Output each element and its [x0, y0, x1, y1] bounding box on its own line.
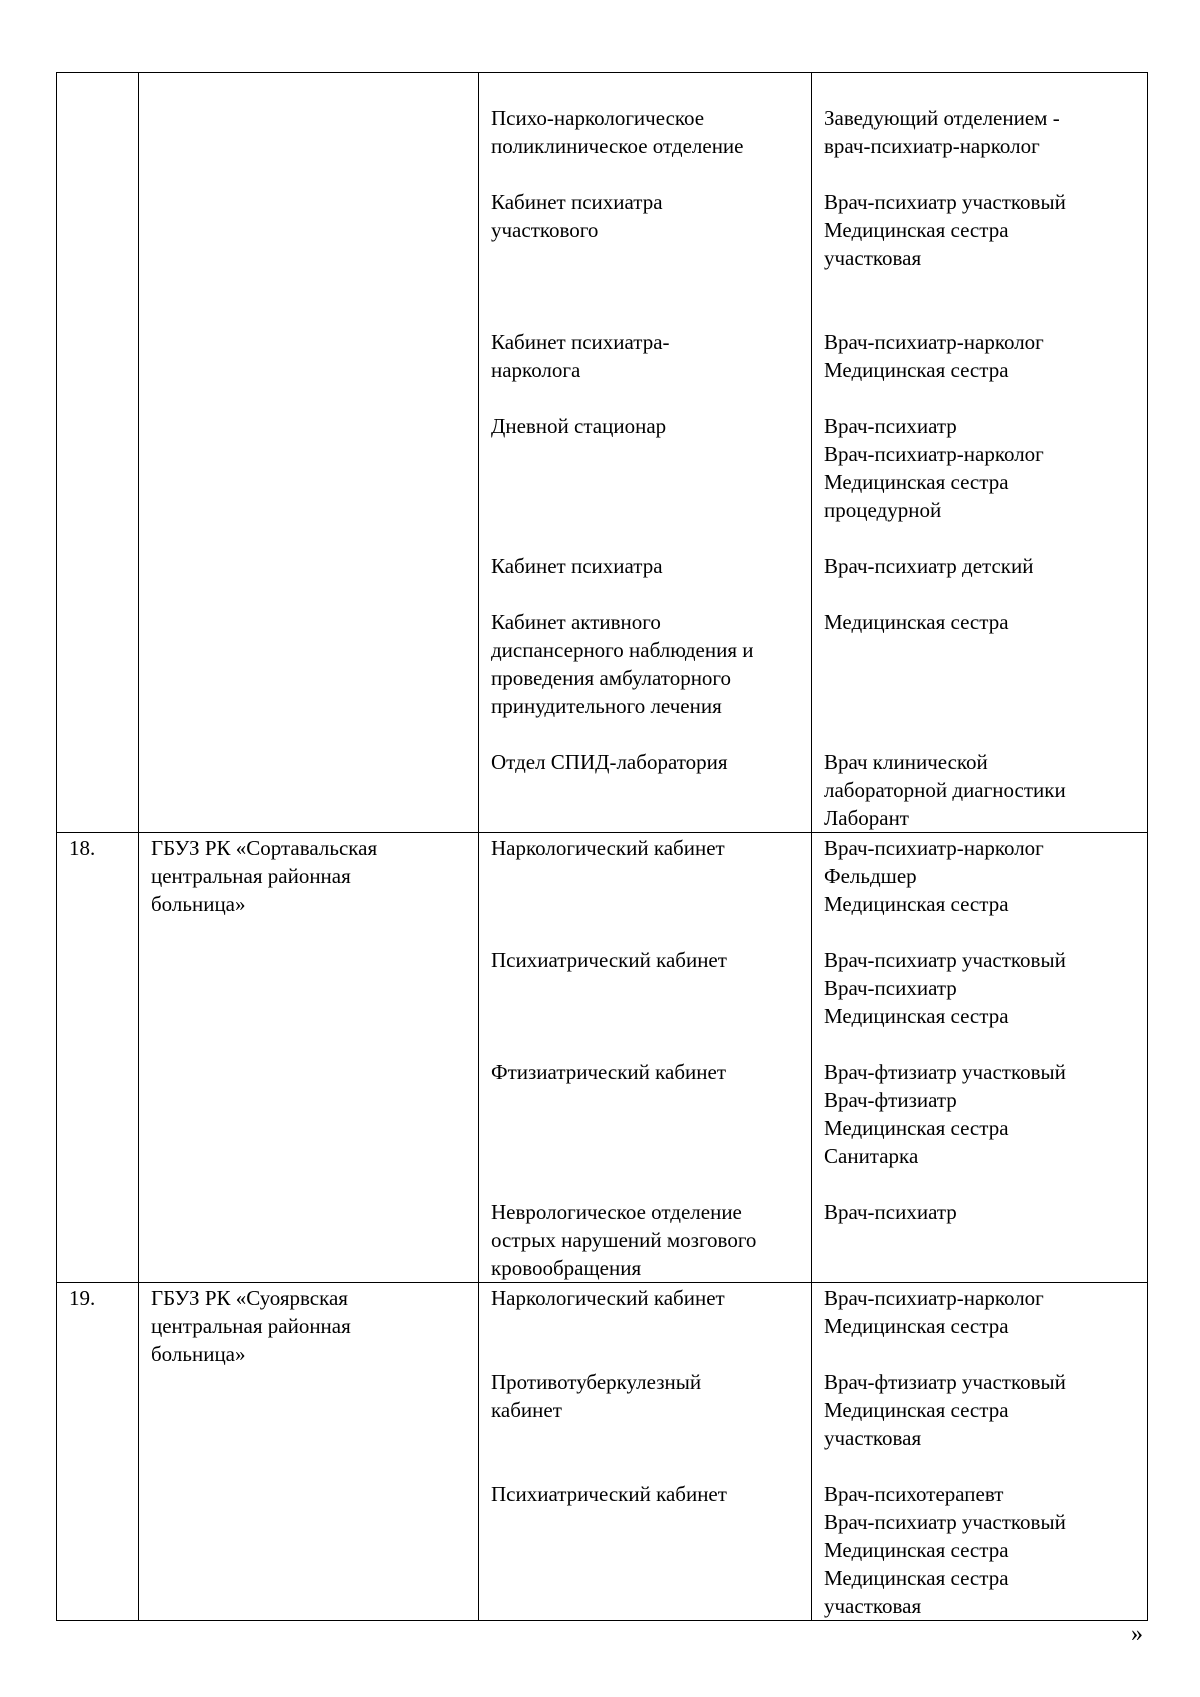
text-line: Психиатрический кабинет	[491, 1482, 727, 1506]
text-line: Наркологический кабинет	[491, 1286, 725, 1310]
text-line: Психиатрический кабинет	[491, 948, 727, 972]
text-line: участковая	[824, 246, 922, 270]
text-line: Врач-психиатр-нарколог	[824, 836, 1044, 860]
text-line: Медицинская сестра	[824, 610, 1009, 634]
staff-entry	[824, 1368, 1139, 1480]
staff-entry	[824, 552, 1139, 608]
department-entry	[491, 104, 803, 188]
text-line: участковая	[824, 1594, 922, 1618]
text-line: Врач клинической	[824, 750, 988, 774]
text-line: острых нарушений мозгового	[491, 1228, 757, 1252]
text-line: проведения амбулаторного	[491, 666, 732, 690]
department-entry	[491, 1368, 803, 1480]
text-line: Медицинская сестра	[824, 1004, 1009, 1028]
staff-entry	[824, 608, 1139, 748]
text-line: участковая	[824, 1426, 922, 1450]
staff-cell	[812, 73, 1148, 833]
text-line: ГБУЗ РК «Сортавальская	[151, 836, 378, 860]
text-line: Врач-психиатр детский	[824, 554, 1034, 578]
department-entry	[491, 1198, 803, 1282]
text-line: Фельдшер	[824, 864, 917, 888]
text-line: Кабинет психиатра	[491, 554, 663, 578]
text-line: диспансерного наблюдения и	[491, 638, 754, 662]
text-line: Медицинская сестра	[824, 1116, 1009, 1140]
text-line: процедурной	[824, 498, 942, 522]
text-line: лабораторной диагностики	[824, 778, 1066, 802]
text-line: врач-психиатр-нарколог	[824, 134, 1040, 158]
text-line: участкового	[491, 218, 599, 242]
department-entry	[491, 1058, 803, 1198]
text-line: Врач-психиатр	[824, 1200, 957, 1224]
staff-entry	[824, 1058, 1139, 1198]
text-line: Наркологический кабинет	[491, 836, 725, 860]
department-entry	[491, 328, 803, 412]
staff-entry	[824, 946, 1139, 1058]
row-number-cell	[57, 1283, 139, 1621]
text-line: Врач-психиатр-нарколог	[824, 1286, 1044, 1310]
text-line: Противотуберкулезный	[491, 1370, 702, 1394]
staff-table	[56, 72, 1148, 1621]
text-line: центральная районная	[151, 1314, 351, 1338]
text-line: Врач-психиатр участковый	[824, 948, 1066, 972]
text-line: Врач-психиатр	[824, 976, 957, 1000]
department-entry	[491, 946, 803, 1058]
staff-entry	[824, 1198, 1139, 1282]
department-entry	[491, 834, 803, 946]
text-line: кабинет	[491, 1398, 562, 1422]
text-line: Медицинская сестра	[824, 1566, 1009, 1590]
staff-entry	[824, 748, 1139, 832]
organization-cell	[139, 1283, 479, 1621]
text-line: больница»	[151, 1342, 246, 1366]
text-line: Врач-психиатр	[824, 414, 957, 438]
text-line: Кабинет психиатра-	[491, 330, 670, 354]
text-line: Санитарка	[824, 1144, 919, 1168]
table-row	[57, 1283, 1148, 1621]
text-line: Врач-фтизиатр участковый	[824, 1370, 1066, 1394]
staff-entry	[824, 412, 1139, 552]
text-line: Отдел СПИД-лаборатория	[491, 750, 728, 774]
department-cell	[479, 73, 812, 833]
text-line: Кабинет психиатра	[491, 190, 663, 214]
table-row	[57, 73, 1148, 833]
text-line: Медицинская сестра	[824, 218, 1009, 242]
text-line: Неврологическое отделение	[491, 1200, 742, 1224]
text-line: поликлиническое отделение	[491, 134, 744, 158]
text-line: Медицинская сестра	[824, 358, 1009, 382]
text-line: Врач-психиатр-нарколог	[824, 442, 1044, 466]
text-line: кровообращения	[491, 1256, 642, 1280]
row-number: 19.	[69, 1286, 96, 1310]
text-line: Врач-психиатр участковый	[824, 190, 1066, 214]
department-cell	[479, 1283, 812, 1621]
text-line: Медицинская сестра	[824, 1314, 1009, 1338]
text-line: Медицинская сестра	[824, 1398, 1009, 1422]
staff-entry	[824, 188, 1139, 328]
organization-cell	[139, 73, 479, 833]
department-entry	[491, 188, 803, 328]
department-entry	[491, 748, 803, 832]
row-number-cell	[57, 833, 139, 1283]
text-line: нарколога	[491, 358, 581, 382]
table-body	[57, 73, 1148, 1621]
text-line: принудительного лечения	[491, 694, 722, 718]
text-line: Лаборант	[824, 806, 909, 830]
staff-entry	[824, 104, 1139, 188]
staff-cell	[812, 1283, 1148, 1621]
staff-entry	[824, 328, 1139, 412]
staff-cell	[812, 833, 1148, 1283]
organization-cell	[139, 833, 479, 1283]
department-cell	[479, 833, 812, 1283]
closing-quote-mark: »	[1131, 1621, 1143, 1647]
staff-entry	[824, 1284, 1139, 1368]
text-line: центральная районная	[151, 864, 351, 888]
text-line: Врач-психиатр-нарколог	[824, 330, 1044, 354]
text-line: Врач-психотерапевт	[824, 1482, 1004, 1506]
text-line: больница»	[151, 892, 246, 916]
department-entry	[491, 1480, 803, 1620]
text-line: Врач-фтизиатр участковый	[824, 1060, 1066, 1084]
text-line: Медицинская сестра	[824, 1538, 1009, 1562]
staff-entry	[824, 1480, 1139, 1620]
department-entry	[491, 412, 803, 552]
department-entry	[491, 608, 803, 748]
row-number: 18.	[69, 836, 96, 860]
text-line: Врач-психиатр участковый	[824, 1510, 1066, 1534]
table-row	[57, 833, 1148, 1283]
staff-entry	[824, 834, 1139, 946]
text-line: Кабинет активного	[491, 610, 661, 634]
text-line: Медицинская сестра	[824, 470, 1009, 494]
department-entry	[491, 1284, 803, 1368]
text-line: Медицинская сестра	[824, 892, 1009, 916]
row-number-cell	[57, 73, 139, 833]
text-line: ГБУЗ РК «Суоярвская	[151, 1286, 348, 1310]
text-line: Фтизиатрический кабинет	[491, 1060, 727, 1084]
text-line: Заведующий отделением -	[824, 106, 1060, 130]
department-entry	[491, 552, 803, 608]
text-line: Врач-фтизиатр	[824, 1088, 957, 1112]
text-line: Дневной стационар	[491, 414, 667, 438]
text-line: Психо-наркологическое	[491, 106, 705, 130]
